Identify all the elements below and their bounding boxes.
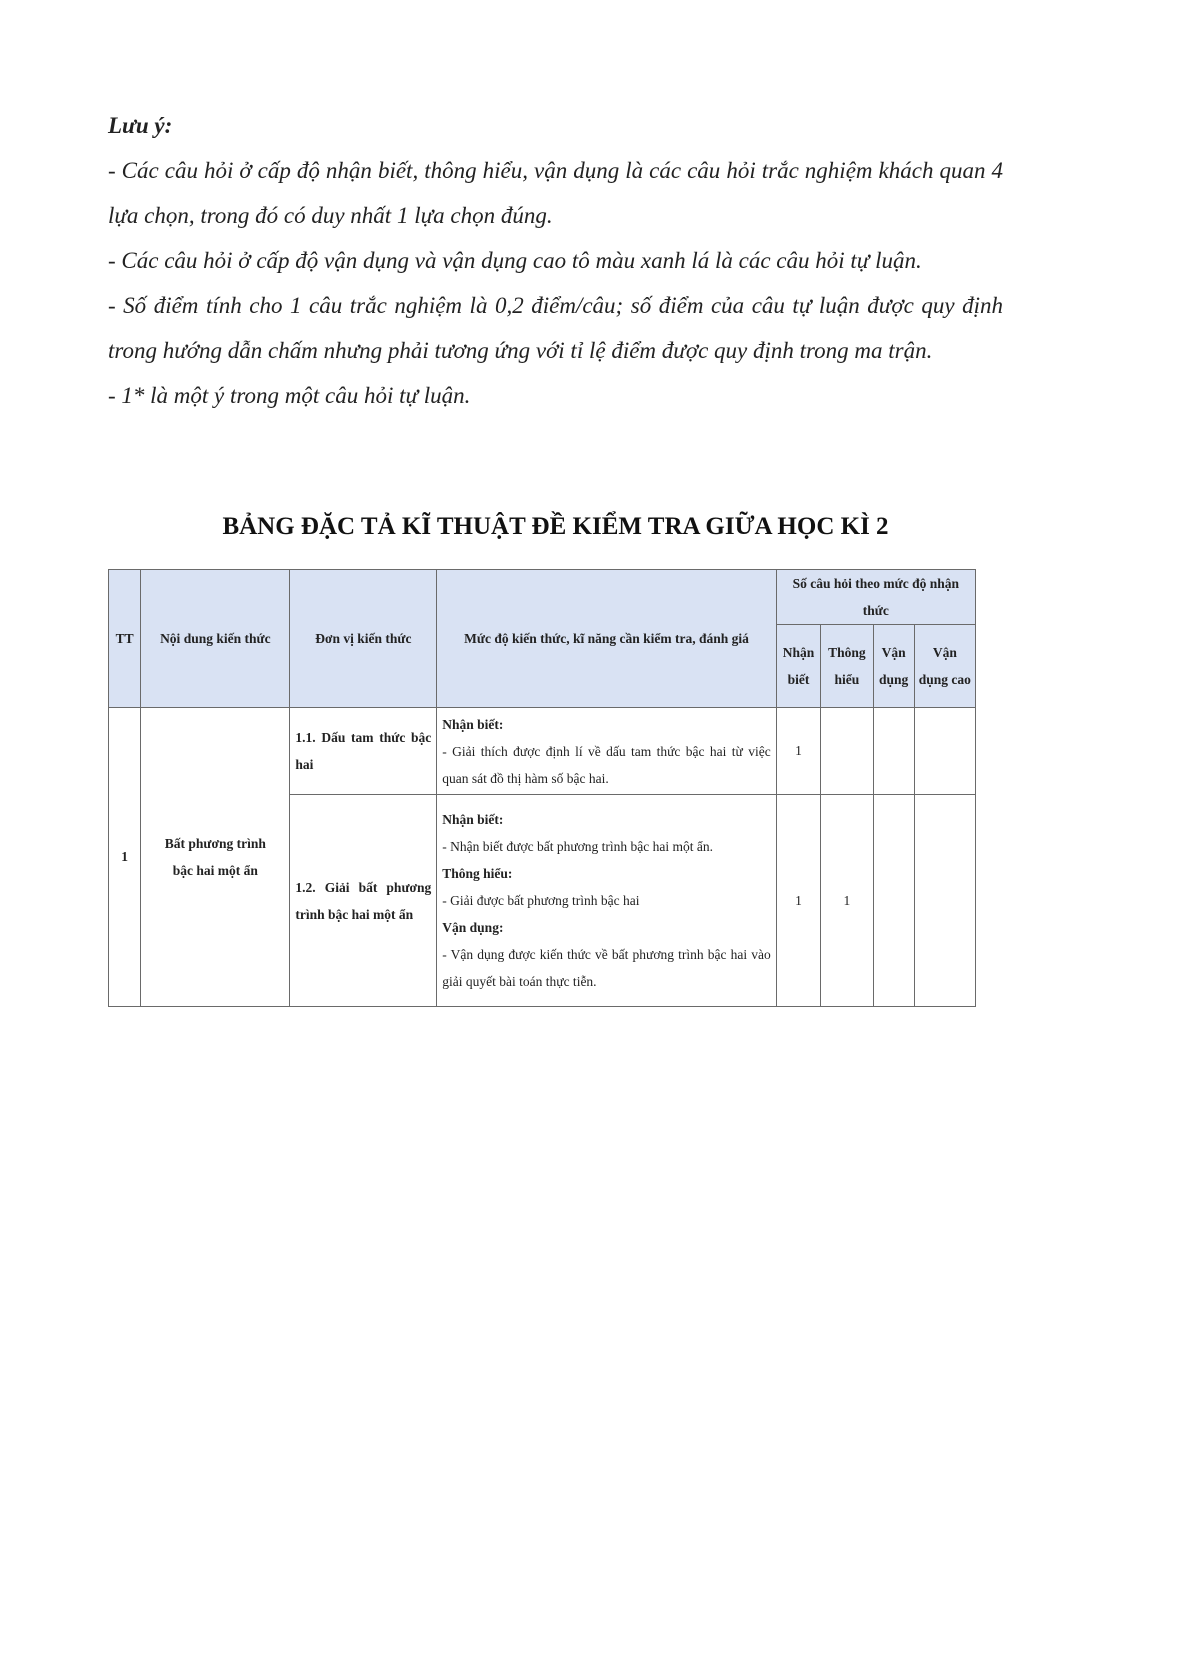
- note-item: - 1* là một ý trong một câu hỏi tự luận.: [108, 383, 471, 408]
- notes-heading: Lưu ý:: [108, 113, 173, 138]
- header-level-van-dung: Vận dụng: [873, 625, 914, 708]
- count-van-dung-cao: [914, 708, 975, 795]
- cell-description: [437, 708, 776, 795]
- header-level-thong-hieu: Thông hiểu: [821, 625, 873, 708]
- desc-level-label: Thông hiểu:: [442, 866, 513, 881]
- cell-tt: 1: [109, 708, 141, 1007]
- count-van-dung: [873, 795, 914, 1007]
- count-nhan-biet: 1: [776, 708, 821, 795]
- cell-description: [437, 795, 776, 1007]
- count-thong-hieu: [821, 708, 873, 795]
- header-unit: Đơn vị kiến thức: [290, 570, 437, 708]
- header-level-van-dung-cao: Vận dụng cao: [914, 625, 975, 708]
- count-van-dung-cao: [914, 795, 975, 1007]
- specification-table: [108, 569, 976, 1007]
- header-content: Nội dung kiến thức: [141, 570, 290, 708]
- count-van-dung: [873, 708, 914, 795]
- desc-level-label: Nhận biết:: [442, 716, 504, 732]
- header-level-nhan-biet: Nhận biết: [776, 625, 821, 708]
- table-title: BẢNG ĐẶC TẢ KĨ THUẬT ĐỀ KIỂM TRA GIỮA HỌC KÌ 2: [222, 513, 889, 540]
- desc-level-label: Nhận biết:: [442, 812, 504, 827]
- desc-item: - Vận dụng được kiến thức về bất phương trình bậc hai vào giải quyết bài toán thực tiễn.: [442, 947, 771, 989]
- desc-level-label: Vận dụng:: [442, 920, 504, 935]
- note-item: - Các câu hỏi ở cấp độ vận dụng và vận dụng cao tô màu xanh lá là các câu hỏi tự luận.: [108, 248, 922, 273]
- note-item: - Các câu hỏi ở cấp độ nhận biết, thông hiểu, vận dụng là các câu hỏi trắc nghiệm khách quan 4 lựa chọn, trong đó có duy nhất 1 lựa chọn đúng.: [108, 158, 1003, 228]
- header-question-count-group: Số câu hỏi theo mức độ nhận thức: [776, 570, 975, 625]
- header-tt: TT: [109, 570, 141, 708]
- cell-unit: 1.2. Giải bất phương trình bậc hai một ẩn: [290, 795, 437, 1007]
- cell-content: Bất phương trình bậc hai một ẩn: [141, 708, 290, 1007]
- desc-item: - Giải thích được định lí về dấu tam thức bậc hai từ việc quan sát đồ thị hàm số bậc hai.: [442, 743, 771, 786]
- table-row: [109, 708, 976, 795]
- notes-section: [108, 103, 1003, 418]
- header-level-description: Mức độ kiến thức, kĩ năng cần kiểm tra, đánh giá: [437, 570, 776, 708]
- count-nhan-biet: 1: [776, 795, 821, 1007]
- desc-item: - Giải được bất phương trình bậc hai: [442, 893, 640, 908]
- cell-unit: 1.1. Dấu tam thức bậc hai: [290, 708, 437, 795]
- desc-item: - Nhận biết được bất phương trình bậc hai một ẩn.: [442, 839, 713, 854]
- note-item: - Số điểm tính cho 1 câu trắc nghiệm là 0,2 điểm/câu; số điểm của câu tự luận được quy định trong hướng dẫn chấm nhưng phải tương ứng với tỉ lệ điểm được quy định trong ma trận.: [108, 293, 1003, 363]
- count-thong-hieu: 1: [821, 795, 873, 1007]
